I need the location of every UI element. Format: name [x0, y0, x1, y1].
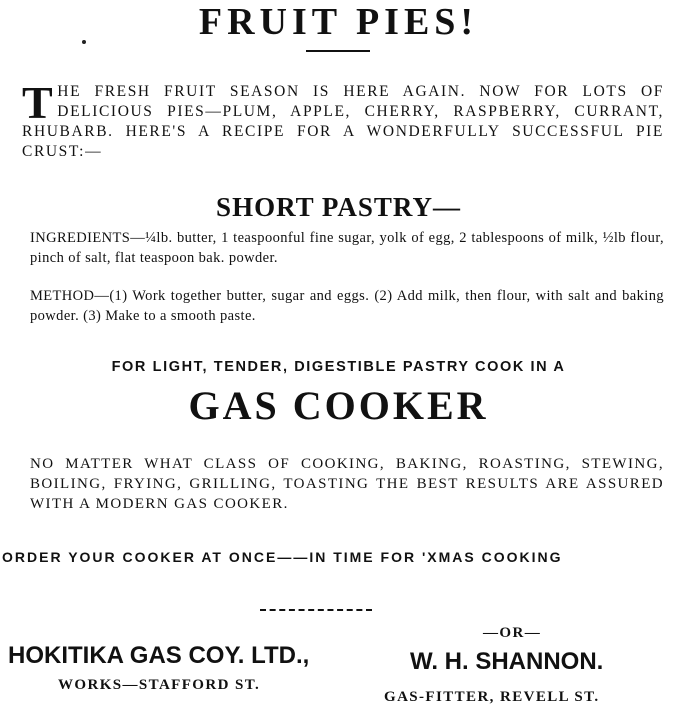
- intro-text: HE FRESH FRUIT SEASON IS HERE AGAIN. NOW FOR LOTS OF DELICIOUS PIES—PLUM, APPLE, CHERRY, RASPBERRY, CURRANT, RHUBARB. HERE'S A RECIPE FOR A WONDERFULLY SUCCESSFUL PIE CRUST:—: [22, 83, 664, 160]
- right-company-address: GAS-FITTER, REVELL ST.: [384, 689, 600, 705]
- ingredients-paragraph: INGREDIENTS—¼lb. butter, 1 teaspoonful fine sugar, yolk of egg, 2 tablespoons of milk, ½lb flour, pinch of salt, flat teaspoon bak. powder.: [30, 230, 664, 266]
- or-separator: —OR—: [483, 625, 542, 641]
- intro-dropcap: T: [22, 77, 55, 128]
- right-company-name: W. H. SHANNON.: [410, 648, 604, 675]
- method-paragraph: METHOD—(1) Work together butter, sugar and eggs. (2) Add milk, then flour, with salt and baking powder. (3) Make to a smooth paste.: [30, 288, 664, 324]
- print-speck: [82, 40, 86, 44]
- title-rule: [306, 50, 370, 52]
- order-line: ORDER YOUR COOKER AT ONCE——IN TIME FOR 'XMAS COOKING: [2, 549, 563, 565]
- ad-title: FRUIT PIES!: [198, 1, 479, 43]
- left-company-name: HOKITIKA GAS COY. LTD.,: [8, 642, 310, 669]
- promo-line: FOR LIGHT, TENDER, DIGESTIBLE PASTRY COOK IN A: [111, 359, 566, 375]
- no-matter-paragraph: NO MATTER WHAT CLASS OF COOKING, BAKING, ROASTING, STEWING, BOILING, FRYING, GRILLING, TOASTING THE BEST RESULTS ARE ASSURED WITH A MODERN GAS COOKER.: [30, 456, 664, 512]
- recipe-heading: SHORT PASTRY—: [216, 192, 461, 222]
- product-heading: GAS COOKER: [188, 383, 489, 428]
- left-company-address: WORKS—STAFFORD ST.: [58, 677, 261, 693]
- footer-divider: [260, 609, 372, 611]
- intro-paragraph: [22, 77, 664, 162]
